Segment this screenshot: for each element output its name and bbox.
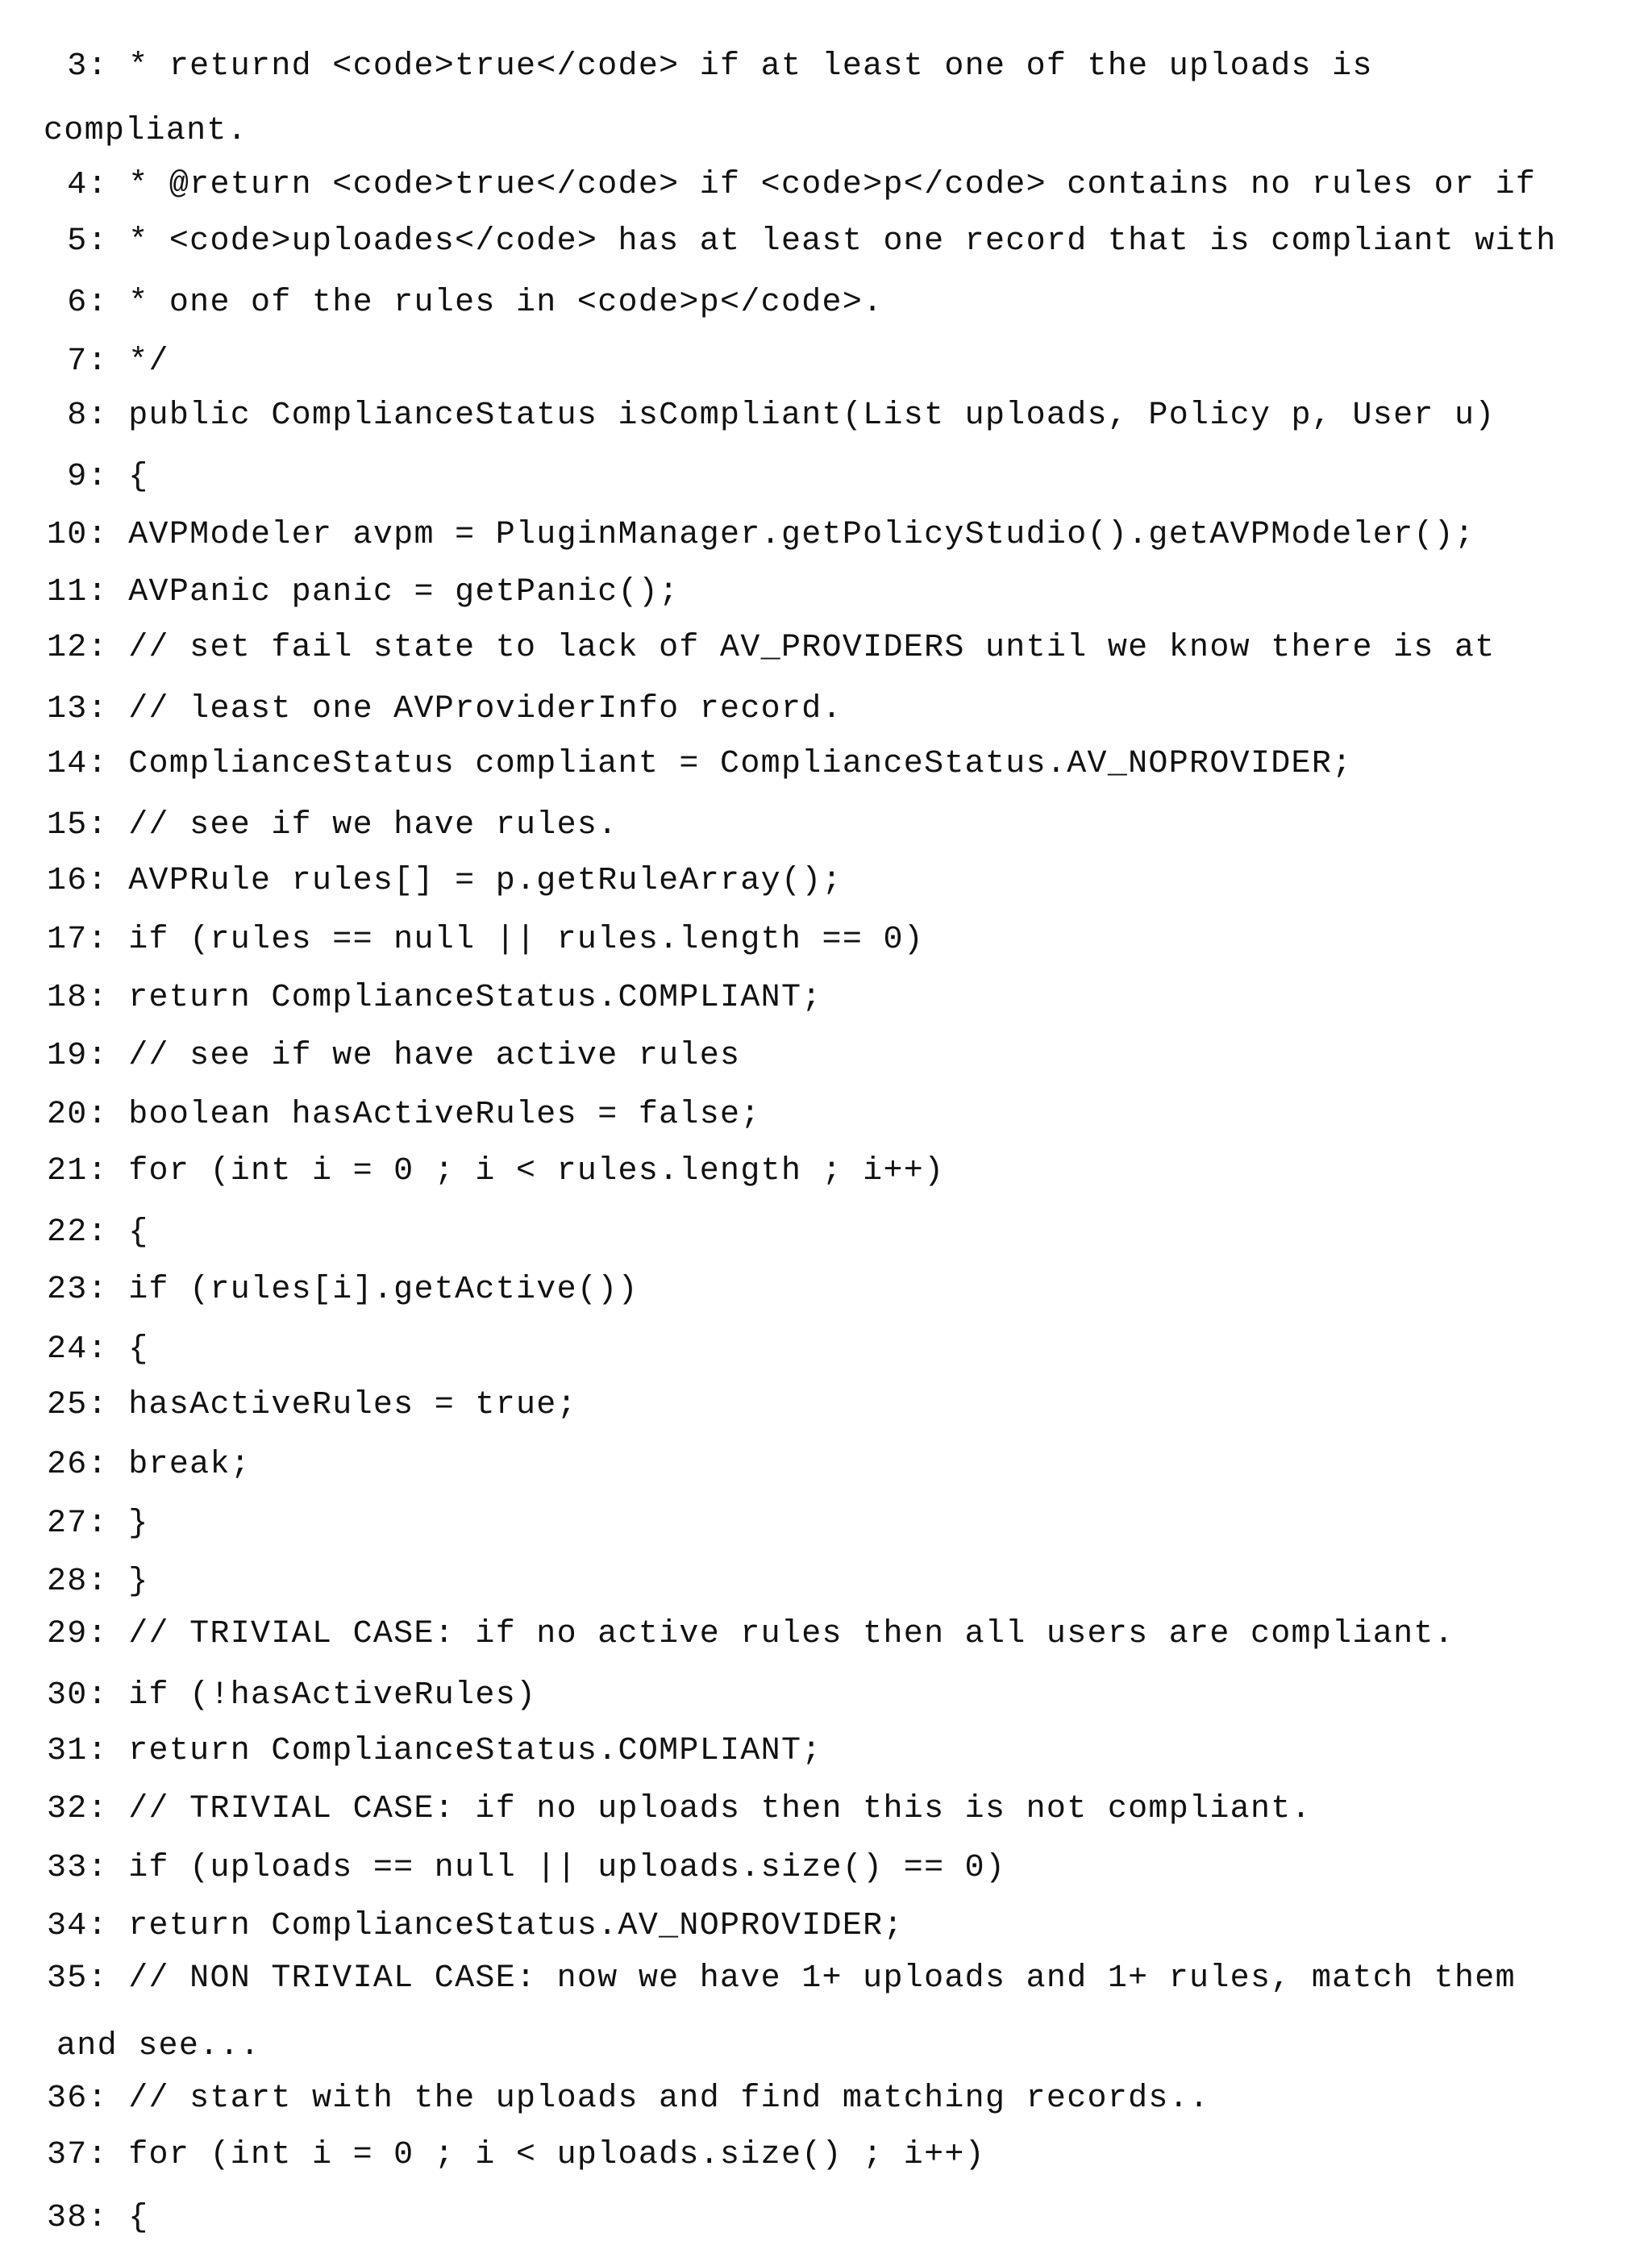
code-line — [47, 1331, 149, 1368]
code-text: boolean hasActiveRules = false; — [107, 1097, 761, 1133]
line-number: 29: — [47, 1616, 108, 1652]
code-line — [47, 1449, 251, 1481]
code-line — [47, 48, 1373, 85]
code-line — [47, 1618, 1454, 1651]
code-text: // see if we have rules. — [107, 807, 618, 844]
code-line — [47, 1910, 904, 1943]
line-number: 15: — [47, 807, 108, 844]
code-line — [47, 2139, 985, 2172]
line-number: 17: — [47, 922, 108, 958]
line-number: 8: — [47, 398, 108, 434]
line-number: 12: — [47, 630, 108, 666]
code-text: ComplianceStatus compliant = ComplianceStatus.AV_NOPROVIDER; — [107, 746, 1353, 782]
code-text: if (uploads == null || uploads.size() == 0) — [107, 1850, 1006, 1886]
line-number: 5: — [47, 223, 108, 260]
line-number: 20: — [47, 1097, 108, 1133]
line-number: 37: — [47, 2137, 108, 2173]
code-line — [47, 223, 1557, 260]
code-text: { — [107, 459, 149, 495]
code-line — [47, 1852, 1005, 1885]
code-line — [47, 1099, 761, 1131]
code-line — [47, 1214, 149, 1251]
code-text: * <code>uploades</code> has at least one record that is compliant with — [107, 223, 1557, 260]
line-number: 38: — [47, 2200, 108, 2236]
line-number: 26: — [47, 1447, 108, 1483]
line-number: 16: — [47, 863, 108, 899]
code-line — [47, 691, 843, 727]
line-number: 33: — [47, 1850, 108, 1886]
code-text: } — [107, 1506, 149, 1542]
code-text: hasActiveRules = true; — [107, 1387, 577, 1423]
code-text: if (!hasActiveRules) — [107, 1677, 537, 1714]
line-number: 32: — [47, 1791, 108, 1827]
line-number: 30: — [47, 1677, 108, 1714]
code-text: AVPanic panic = getPanic(); — [107, 574, 680, 610]
line-number: 10: — [47, 517, 108, 553]
code-line — [47, 1677, 537, 1714]
code-line-continuation — [56, 2028, 261, 2064]
code-line — [47, 169, 1536, 202]
line-number: 7: — [47, 344, 108, 380]
line-number: 4: — [47, 167, 108, 203]
code-text: for (int i = 0 ; i < rules.length ; i++) — [107, 1153, 945, 1189]
code-line — [47, 1040, 740, 1073]
line-number: 13: — [47, 691, 108, 727]
code-text: AVPRule rules[] = p.getRuleArray(); — [107, 863, 843, 899]
line-number: 22: — [47, 1214, 108, 1251]
code-text: if (rules[i].getActive()) — [107, 1272, 639, 1308]
code-line — [47, 2083, 1209, 2115]
code-line — [47, 2202, 149, 2235]
code-text: */ — [107, 344, 169, 380]
code-line — [47, 574, 680, 610]
code-line — [47, 519, 1475, 552]
line-number: 6: — [47, 285, 108, 321]
code-text: * one of the rules in <code>p</code>. — [107, 285, 884, 321]
line-number: 27: — [47, 1506, 108, 1542]
code-text: { — [107, 1214, 149, 1251]
code-line — [47, 1566, 149, 1598]
code-line — [47, 1153, 945, 1189]
code-text: AVPModeler avpm = PluginManager.getPolicyStudio().getAVPModeler(); — [107, 517, 1475, 553]
line-number: 14: — [47, 746, 108, 782]
code-text: break; — [107, 1447, 252, 1483]
code-text: { — [107, 2200, 149, 2236]
code-line — [47, 1793, 1312, 1826]
code-line — [47, 632, 1496, 664]
code-text: // see if we have active rules — [107, 1038, 741, 1074]
code-text: * returnd <code>true</code> if at least one of the uploads is — [107, 48, 1373, 85]
code-text: for (int i = 0 ; i < uploads.size() ; i++) — [107, 2137, 985, 2173]
line-number: 9: — [47, 459, 108, 495]
code-line — [47, 1735, 822, 1768]
code-text: return ComplianceStatus.COMPLIANT; — [107, 980, 822, 1016]
code-text: // start with the uploads and find matching records.. — [107, 2081, 1210, 2117]
code-text: // set fail state to lack of AV_PROVIDERS until we know there is at — [107, 630, 1496, 666]
code-line — [47, 461, 149, 494]
code-line — [47, 924, 924, 956]
code-line — [47, 287, 883, 319]
code-line — [47, 1960, 1516, 1997]
line-number: 36: — [47, 2081, 108, 2117]
code-line-continuation — [44, 115, 248, 148]
code-line — [47, 807, 618, 844]
code-text: } — [107, 1564, 149, 1600]
line-number: 34: — [47, 1908, 108, 1944]
line-number: 23: — [47, 1272, 108, 1308]
code-text: { — [107, 1331, 149, 1368]
code-text: // NON TRIVIAL CASE: now we have 1+ uploads and 1+ rules, match them — [107, 1960, 1516, 1997]
line-number: 31: — [47, 1733, 108, 1769]
code-text: return ComplianceStatus.AV_NOPROVIDER; — [107, 1908, 904, 1944]
code-line — [47, 748, 1352, 781]
line-number: 35: — [47, 1960, 108, 1997]
code-line — [47, 982, 822, 1014]
line-number: 21: — [47, 1153, 108, 1189]
line-number: 28: — [47, 1564, 108, 1600]
code-text: return ComplianceStatus.COMPLIANT; — [107, 1733, 822, 1769]
code-text: if (rules == null || rules.length == 0) — [107, 922, 925, 958]
code-line — [47, 400, 1496, 432]
code-line — [47, 865, 843, 898]
code-text: * @return <code>true</code> if <code>p</code> contains no rules or if — [107, 167, 1537, 203]
code-text: public ComplianceStatus isCompliant(List uploads, Policy p, User u) — [107, 398, 1496, 434]
code-text: // least one AVProviderInfo record. — [107, 691, 843, 727]
code-line — [47, 346, 169, 378]
line-number: 11: — [47, 574, 108, 610]
code-line — [47, 1274, 639, 1306]
code-line — [47, 1508, 149, 1540]
line-number: 3: — [47, 48, 108, 85]
code-line — [47, 1389, 577, 1422]
code-text: and see... — [56, 2028, 261, 2064]
code-text: compliant. — [44, 113, 248, 149]
code-text: // TRIVIAL CASE: if no uploads then this is not compliant. — [107, 1791, 1312, 1827]
line-number: 18: — [47, 980, 108, 1016]
line-number: 25: — [47, 1387, 108, 1423]
line-number: 19: — [47, 1038, 108, 1074]
line-number: 24: — [47, 1331, 108, 1368]
code-text: // TRIVIAL CASE: if no active rules then all users are compliant. — [107, 1616, 1454, 1652]
